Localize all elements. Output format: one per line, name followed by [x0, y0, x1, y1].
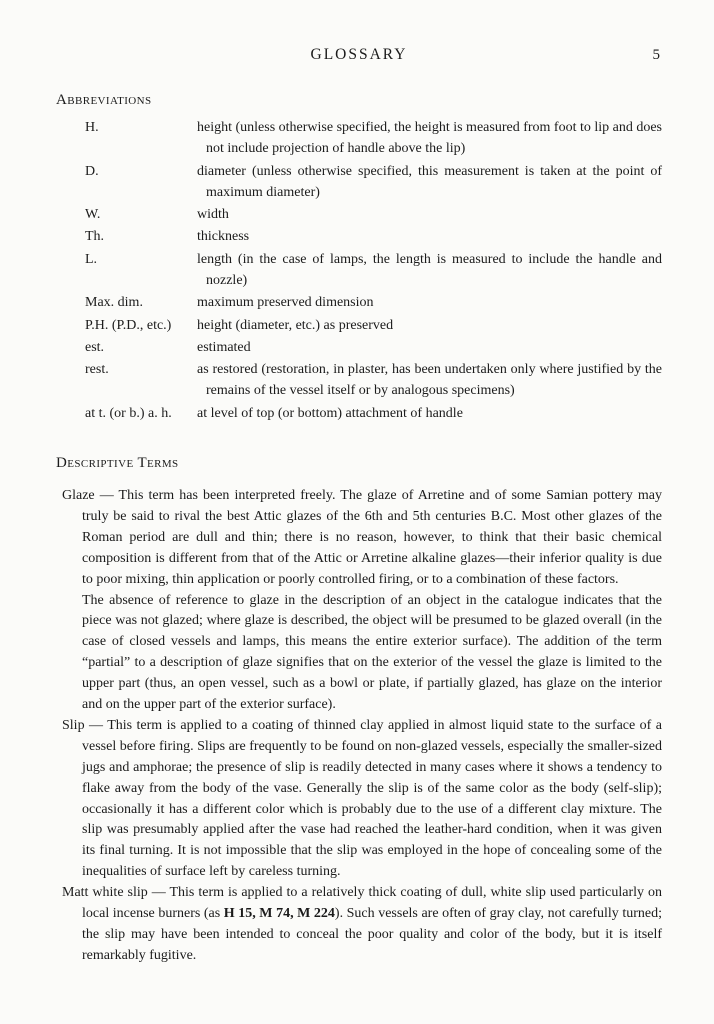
- term-paragraph: [62, 716, 662, 883]
- abbrev-label: P.H. (P.D., etc.): [85, 317, 172, 333]
- abbrev-definition: thickness: [197, 229, 250, 245]
- abbrev-label: est.: [85, 339, 105, 355]
- abbrev-definition: width: [197, 207, 229, 223]
- abbrev-label: L.: [85, 251, 98, 267]
- abbrev-definition: length (in the case of lamps, the length is measured to include the handle and nozzle): [197, 251, 662, 288]
- descriptive-terms-heading: Descriptive Terms: [56, 455, 179, 472]
- abbrev-label: at t. (or b.) a. h.: [85, 405, 172, 421]
- text-segment: Glaze — This term has been interpreted freely. The glaze of Arretine and of some Samian pottery may truly be said to rival the best Attic glazes of the 6th and 5th centuries B.C. Most other glazes of the Roman period are dull and thin; there is no reason, however, to think that their basic chemical composition is different from that of the Attic or Arretine alkaline glazes—their inferior quality is due to poor mixing, thin application or poorly controlled firing, or to a combination of these factors.: [62, 487, 662, 587]
- abbrev-row: [85, 337, 662, 358]
- abbrev-row: [85, 403, 662, 424]
- term-paragraph: [82, 591, 662, 716]
- abbrev-label: Th.: [85, 229, 105, 245]
- abbrev-row: [85, 204, 662, 225]
- abbreviations-heading: Abbreviations: [56, 92, 152, 108]
- abbrev-row: [85, 315, 662, 336]
- abbrev-label: Max. dim.: [85, 295, 143, 311]
- abbrev-definition: at level of top (or bottom) attachment of handle: [197, 405, 463, 421]
- abbrev-definition: estimated: [197, 339, 251, 355]
- abbrev-definition: height (diameter, etc.) as preserved: [197, 317, 394, 333]
- term-paragraph: [62, 883, 662, 967]
- abbrev-row: [85, 117, 662, 160]
- abbrev-label: H.: [85, 119, 99, 135]
- catalogue-reference: H 15, M 74, M 224: [223, 906, 335, 922]
- descriptive-terms-section: [56, 453, 662, 967]
- abbrev-definition: maximum preserved dimension: [197, 295, 374, 311]
- abbrev-row: [85, 359, 662, 402]
- abbrev-definition: height (unless otherwise specified, the height is measured from foot to lip and does not include projection of handle above the lip): [197, 119, 663, 157]
- abbrev-row: [85, 226, 662, 247]
- text-segment: Slip — This term is applied to a coating of thinned clay applied in almost liquid state to the surface of a vessel before firing. Slips are frequently to be found on non-glazed vessels, especially the smaller-sized jugs and amphorae; the presence of slip is readily detected in many cases where it shows a tendency to flake away from the body of the vase. Generally the slip is of the same color as the body (self-slip); occasionally it has a different color which is probably due to the use of a different clay mixture. The slip was presumably applied after the vase had reached the leather-hard condition, when it was given its final turning. It is not impossible that the slip was employed in the hope of concealing some of the inequalities of surface left by careless turning.: [62, 717, 662, 880]
- abbrev-row: [85, 161, 662, 204]
- term-paragraph: [62, 486, 662, 591]
- abbrev-label: D.: [85, 163, 99, 179]
- descriptive-terms-list: [56, 486, 662, 967]
- page-title: GLOSSARY: [310, 46, 408, 63]
- abbrev-definition: diameter (unless otherwise specified, this measurement is taken at the point of maximum diameter): [197, 163, 662, 200]
- term-entry-glaze: [62, 486, 662, 716]
- abbreviations-list: [85, 117, 662, 424]
- abbrev-row: [85, 292, 662, 313]
- abbrev-row: [85, 249, 662, 292]
- abbrev-label: W.: [85, 207, 101, 223]
- text-segment: Matt white slip — This term is applied to a relatively thick coating of dull, white slip used particularly on local incense burners (as: [62, 885, 662, 922]
- page-number: 5: [652, 47, 660, 63]
- text-segment: ). Such vessels are often of gray clay, not carefully turned; the slip may have been intended to conceal the poor quality and color of the body, but it is itself remarkably fugitive.: [82, 906, 662, 963]
- term-entry-matt-white-slip: [62, 883, 662, 967]
- text-segment: The absence of reference to glaze in the description of an object in the catalogue indicates that the piece was not glazed; where glaze is described, the object will be presumed to be glazed overall (in the case of closed vessels and lamps, this means the entire exterior surface). The addition of the term “partial” to a description of glaze signifies that on the exterior of the vessel the glaze is limited to the upper part (thus, an open vessel, such as a bowl or plate, if partially glazed, has glaze on the interior and on the upper part of the exterior surface).: [82, 592, 662, 713]
- abbrev-label: rest.: [85, 362, 109, 378]
- abbrev-definition: as restored (restoration, in plaster, has been undertaken only where justified by the remains of the vessel itself or by analogous specimens): [197, 362, 662, 399]
- term-entry-slip: [62, 716, 662, 883]
- running-head: [56, 45, 662, 65]
- abbreviations-section: [56, 90, 662, 424]
